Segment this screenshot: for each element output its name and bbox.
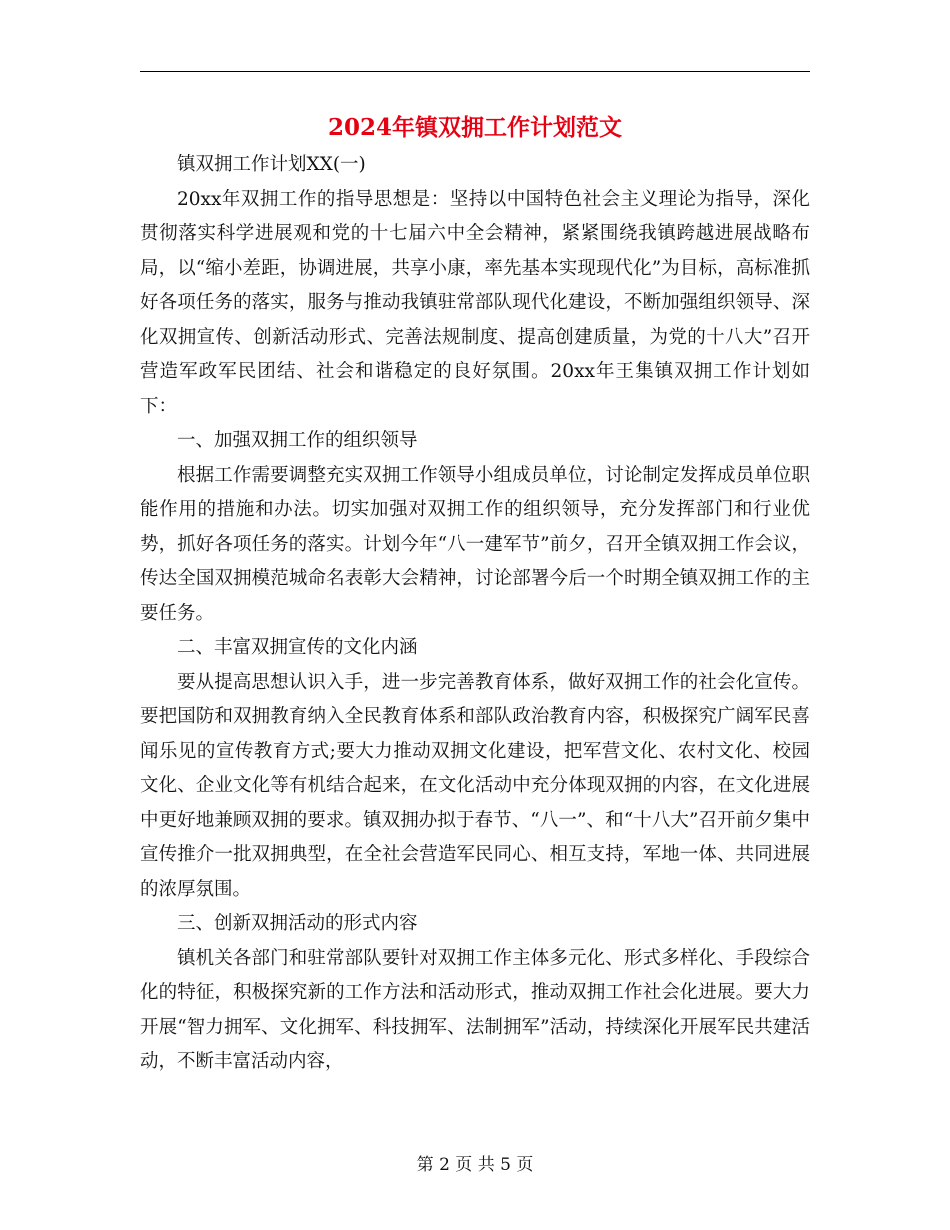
document-title: 2024年镇双拥工作计划范文 (327, 114, 622, 141)
section-body-2: 要从提高思想认识入手，进一步完善教育体系，做好双拥工作的社会化宣传。要把国防和双拥教育纳入全民教育体系和部队政治教育内容，积极探究广阔军民喜闻乐见的宣传教育方式;要大力推动双拥文化建设，把军营文化、农村文化、校园文化、企业文化等有机结合起来，在文化活动中充分体现双拥的内容，在文化进展中更好地兼顾双拥的要求。镇双拥办拟于春节、“八一”、和“十八大”召开前夕集中宣传推介一批双拥典型，在全社会营造军民同心、相互支持，军地一体、共同进展的浓厚氛围。 (140, 671, 810, 900)
intro-paragraph: 20xx年双拥工作的指导思想是：坚持以中国特色社会主义理论为指导，深化贯彻落实科学进展观和党的十七届六中全会精神，紧紧围绕我镇跨越进展战略布局，以“缩小差距，协调进展，共享小康，率先基本实现现代化”为目标，高标准抓好各项任务的落实，服务与推动我镇驻常部队现代化建设，不断加强组织领导、深化双拥宣传、创新活动形式、完善法规制度、提高创建质量，为党的十八大”召开营造军政军民团结、社会和谐稳定的良好氛围。20xx年王集镇双拥工作计划如下： (140, 188, 810, 417)
section-heading-1: 一、加强双拥工作的组织领导 (177, 430, 418, 451)
header-rule (140, 71, 810, 72)
page-number: 第 2 页 共 5 页 (416, 1155, 534, 1175)
section-heading-2: 二、丰富双拥宣传的文化内涵 (177, 637, 418, 658)
section-body-3: 镇机关各部门和驻常部队要针对双拥工作主体多元化、形式多样化、手段综合化的特征，积极探究新的工作方法和活动形式，推动双拥工作社会化进展。要大力开展“智力拥军、文化拥军、科技拥军、法制拥军”活动，持续深化开展军民共建活动，不断丰富活动内容， (140, 947, 810, 1072)
document-subtitle: 镇双拥工作计划XX(一) (177, 154, 366, 175)
section-heading-3: 三、创新双拥活动的形式内容 (177, 913, 418, 934)
section-body-1: 根据工作需要调整充实双拥工作领导小组成员单位，讨论制定发挥成员单位职能作用的措施和办法。切实加强对双拥工作的组织领导，充分发挥部门和行业优势，抓好各项任务的落实。计划今年“八一建军节”前夕，召开全镇双拥工作会议，传达全国双拥模范城命名表彰大会精神，讨论部署今后一个时期全镇双拥工作的主要任务。 (140, 464, 810, 624)
document-body (140, 148, 810, 1080)
